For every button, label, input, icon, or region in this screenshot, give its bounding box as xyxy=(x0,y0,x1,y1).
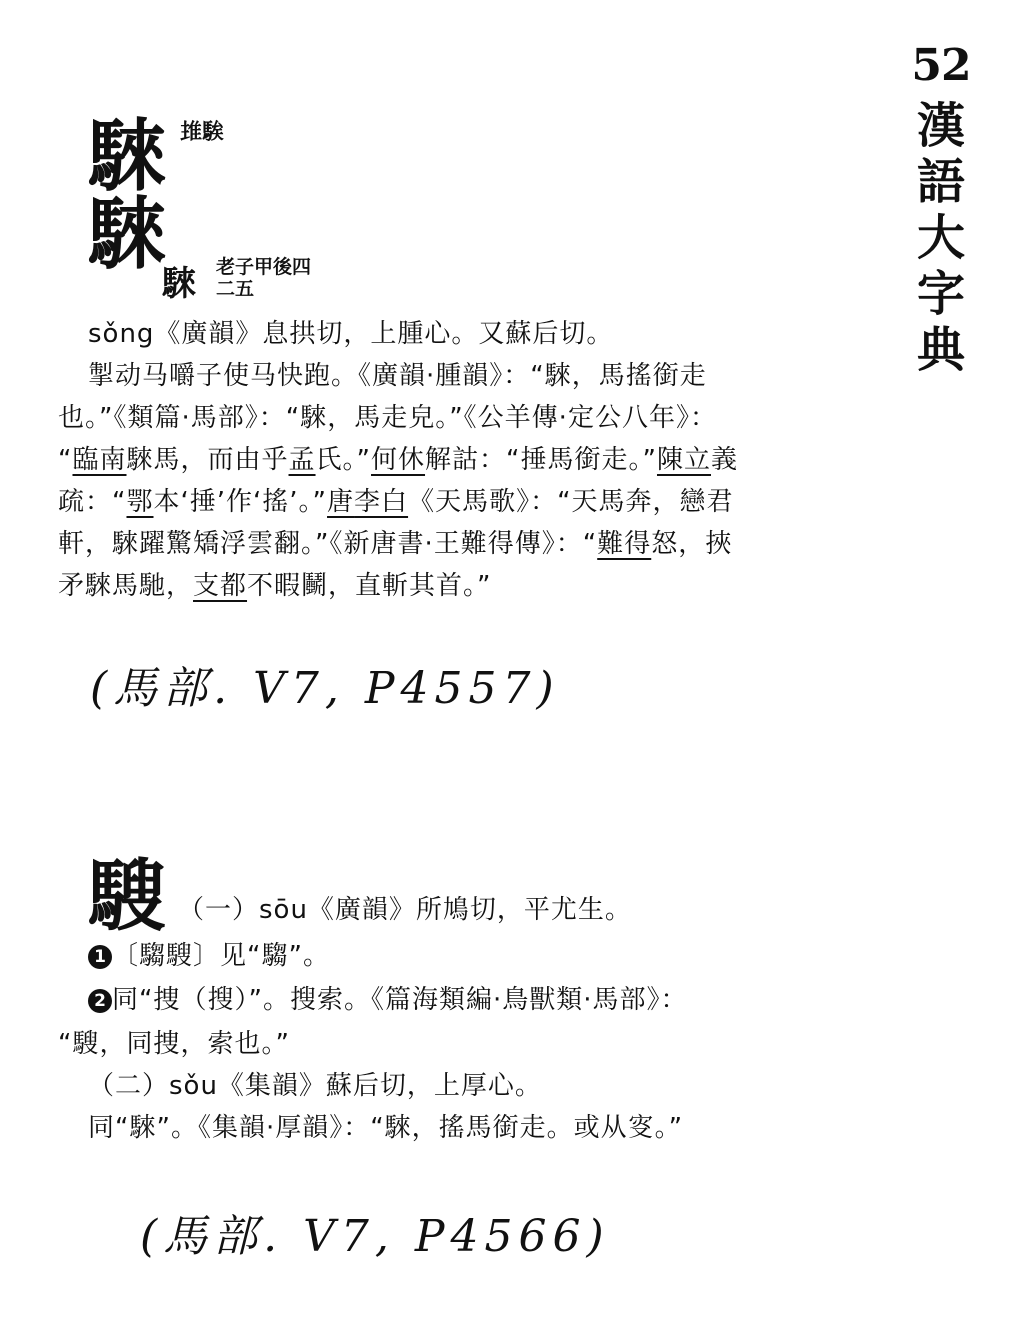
entry2-head-char: 騪 xyxy=(88,851,167,942)
entry1-pronunciation: sǒng《廣韻》息拱切，上腫心。又蘇后切。 xyxy=(88,319,614,349)
entry1-note-top: 𨾨騃 xyxy=(180,120,225,145)
title-char-4: 字 xyxy=(916,266,965,322)
sense-number-2: 2 xyxy=(88,989,112,1013)
entry1-def-line6 xyxy=(58,566,492,606)
entry1-def-line1: 掣动马嚼子使马快跑。《廣韻·腫韻》：“騋，馬搖銜走 xyxy=(88,361,707,391)
line3-seg: 解詁：“捶馬銜走。” xyxy=(425,445,657,475)
handwritten-reference-2: (馬部. V7, P4566) xyxy=(140,1211,610,1262)
proper-name: 臨南 xyxy=(72,445,127,475)
entry2-sense-1 xyxy=(88,936,330,976)
sense-number-1: 1 xyxy=(88,945,112,969)
variant-source-line1: 老子甲後四 xyxy=(216,256,312,278)
entry1-variant-glyph: 騋 xyxy=(162,264,196,304)
line5-seg: 怒，挾 xyxy=(651,529,733,559)
line3-seg: “ xyxy=(58,445,73,475)
proper-name: 鄂 xyxy=(126,487,154,517)
line5-seg: 軒，騋躍驚矯浮雲翻。”《新唐書·王難得傳》：“ xyxy=(58,529,598,559)
proper-name: 李白 xyxy=(354,487,409,517)
entry1-def-line5 xyxy=(58,524,732,564)
line4-seg: 《天馬歌》：“天馬奔，戀君 xyxy=(408,487,734,517)
title-char-2: 語 xyxy=(916,154,965,210)
page-number: 52 xyxy=(911,40,971,91)
proper-name: 陳立 xyxy=(656,445,711,475)
entry2-sense-2-cont: “騪，同捜，索也。” xyxy=(58,1029,290,1059)
title-char-5: 典 xyxy=(916,322,965,378)
handwritten-reference-1: (馬部. V7, P4557) xyxy=(90,663,560,714)
entry2-sense-3: 同“騋”。《集韻·厚韻》：“騋，搖馬銜走。或从叜。” xyxy=(88,1113,684,1143)
line6-seg: 不暇鬭，直斬其首。” xyxy=(247,571,492,601)
entry2-sense-2 xyxy=(88,980,687,1020)
title-char-1: 漢 xyxy=(916,98,965,154)
entry1-variant-source xyxy=(216,256,311,300)
line3-seg: 騋馬，而由乎 xyxy=(126,445,289,475)
title-char-3: 大 xyxy=(916,210,965,266)
entry1-def-line4 xyxy=(58,482,734,522)
variant-source-line2: 二五 xyxy=(216,278,255,300)
entry2-pronunciation-2: （二）sǒu《集韻》蘇后切，上厚心。 xyxy=(88,1071,542,1101)
proper-name: 難得 xyxy=(597,529,652,559)
entry1-def-line2: 也。”《類篇·馬部》：“騋，馬走皃。”《公羊傳·定公八年》： xyxy=(58,403,717,433)
proper-name: 何休 xyxy=(371,445,426,475)
sense-1-text: 〔騶騪〕见“騶”。 xyxy=(112,941,330,971)
proper-name: 孟 xyxy=(288,445,316,475)
sense-2-text: 同“捜（搜）”。搜索。《篇海類編·鳥獸類·馬部》： xyxy=(112,985,688,1015)
line3-seg: 氏。” xyxy=(315,445,372,475)
dictionary-title xyxy=(906,38,976,378)
entry2-pronunciation-1: （一）sōu《廣韻》所鳩切，平尤生。 xyxy=(178,895,632,925)
line6-seg: 矛騋馬馳， xyxy=(58,571,194,601)
line3-seg: 義 xyxy=(711,445,739,475)
entry1-head-char: 騋 xyxy=(88,111,167,202)
proper-name: 支都 xyxy=(193,571,248,601)
proper-name: 唐 xyxy=(327,487,355,517)
line4-seg: 本‘捶’作‘搖’。” xyxy=(153,487,328,517)
line4-seg: 疏：“ xyxy=(58,487,127,517)
entry1-variant-char: 騋 xyxy=(88,189,167,280)
entry1-def-line3 xyxy=(58,440,738,480)
